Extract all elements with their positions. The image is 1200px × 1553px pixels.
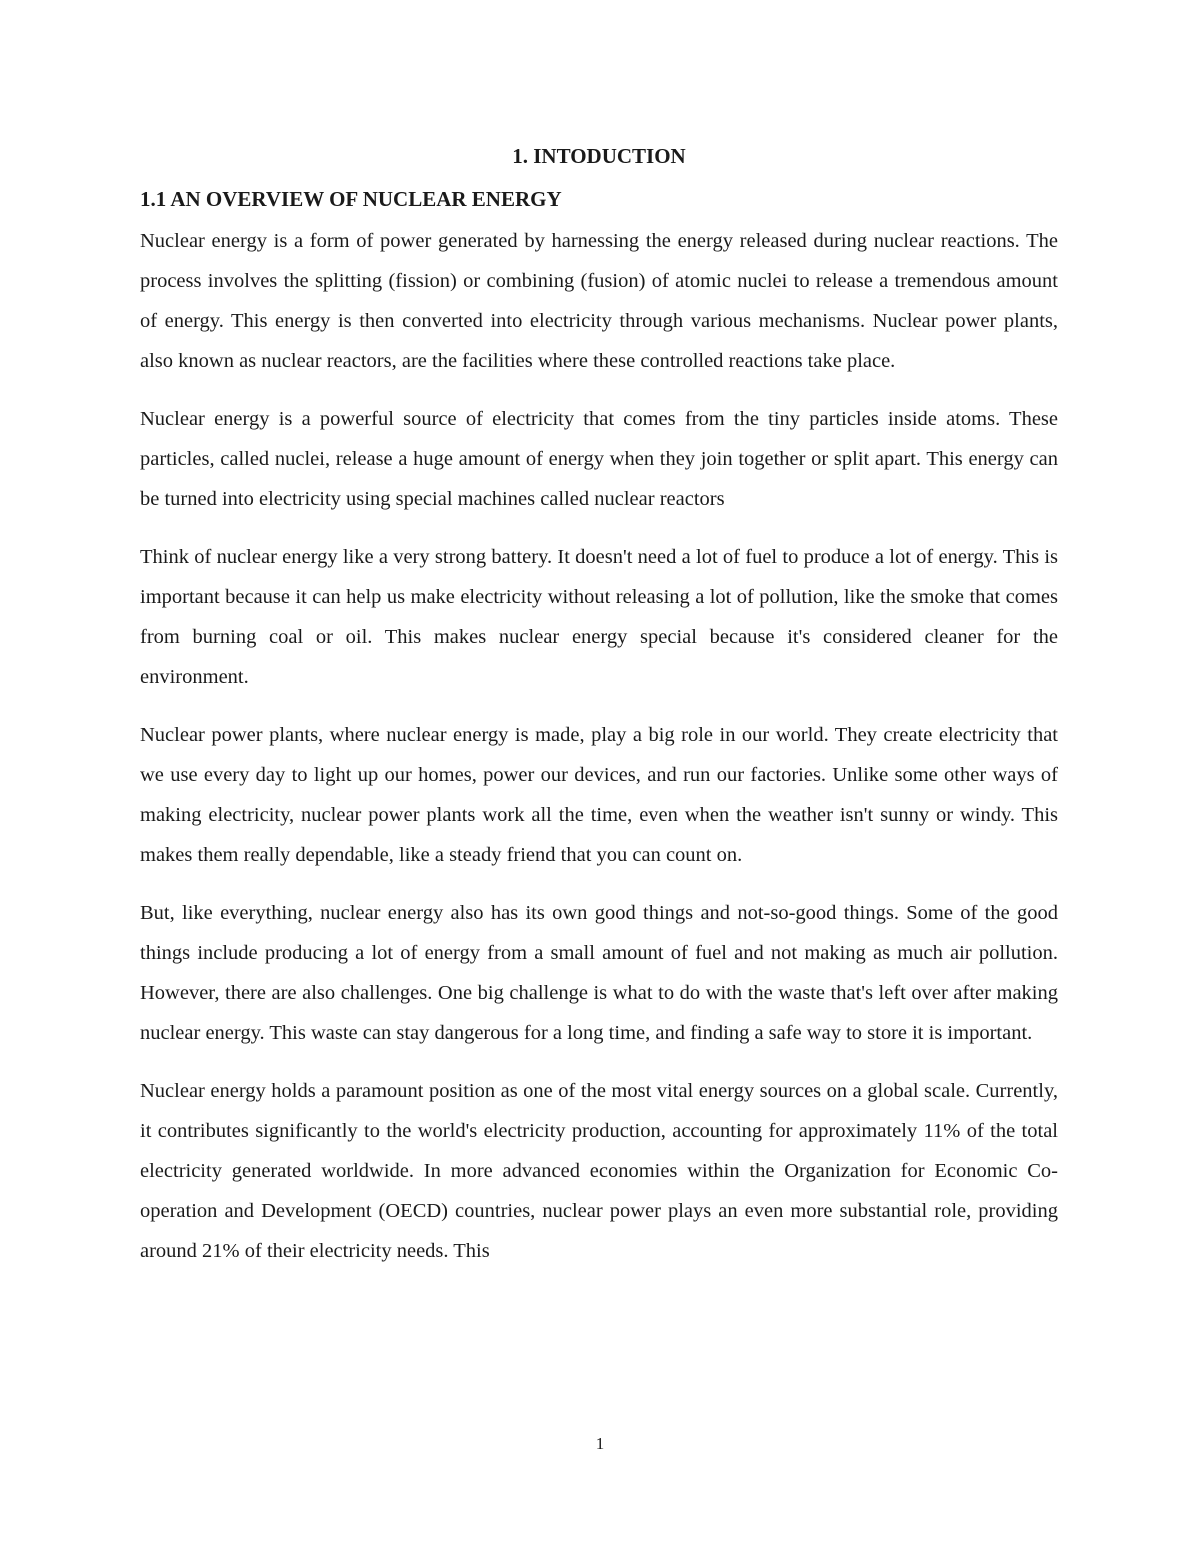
paragraph-3: Think of nuclear energy like a very strong battery. It doesn't need a lot of fuel to produce a lot of energy. This is important because it can help us make electricity without releasing a lot of pollution, like the smoke that comes from burning coal or oil. This makes nuclear energy special because it's considered cleaner for the environment.	[140, 546, 1058, 688]
page-number: 1	[595, 1434, 605, 1453]
paragraph-6: Nuclear energy holds a paramount position as one of the most vital energy sources on a global scale. Currently, it contributes significantly to the world's electricity production, accounting for approximately 11% of the total electricity generated worldwide. In more advanced economies within the Organization for Economic Co-operation and Development (OECD) countries, nuclear power plays an even more substantial role, providing around 21% of their electricity needs. This	[140, 1080, 1058, 1262]
page-content	[140, 138, 1058, 1289]
chapter-title: 1. INTODUCTION	[512, 144, 686, 168]
paragraph-2: Nuclear energy is a powerful source of electricity that comes from the tiny particles inside atoms. These particles, called nuclei, release a huge amount of energy when they join together or split apart. This energy can be turned into electricity using special machines called nuclear reactors	[140, 408, 1058, 510]
paragraph-4: Nuclear power plants, where nuclear energy is made, play a big role in our world. They create electricity that we use every day to light up our homes, power our devices, and run our factories. Unlike some other ways of making electricity, nuclear power plants work all the time, even when the weather isn't sunny or windy. This makes them really dependable, like a steady friend that you can count on.	[140, 724, 1058, 866]
paragraph-1: Nuclear energy is a form of power generated by harnessing the energy released during nuclear reactions. The process involves the splitting (fission) or combining (fusion) of atomic nuclei to release a tremendous amount of energy. This energy is then converted into electricity through various mechanisms. Nuclear power plants, also known as nuclear reactors, are the facilities where these controlled reactions take place.	[140, 230, 1058, 372]
section-title: 1.1 AN OVERVIEW OF NUCLEAR ENERGY	[140, 187, 562, 211]
paragraph-5: But, like everything, nuclear energy also has its own good things and not-so-good things. Some of the good things include producing a lot of energy from a small amount of fuel and not making as much air pollution. However, there are also challenges. One big challenge is what to do with the waste that's left over after making nuclear energy. This waste can stay dangerous for a long time, and finding a safe way to store it is important.	[140, 902, 1058, 1044]
